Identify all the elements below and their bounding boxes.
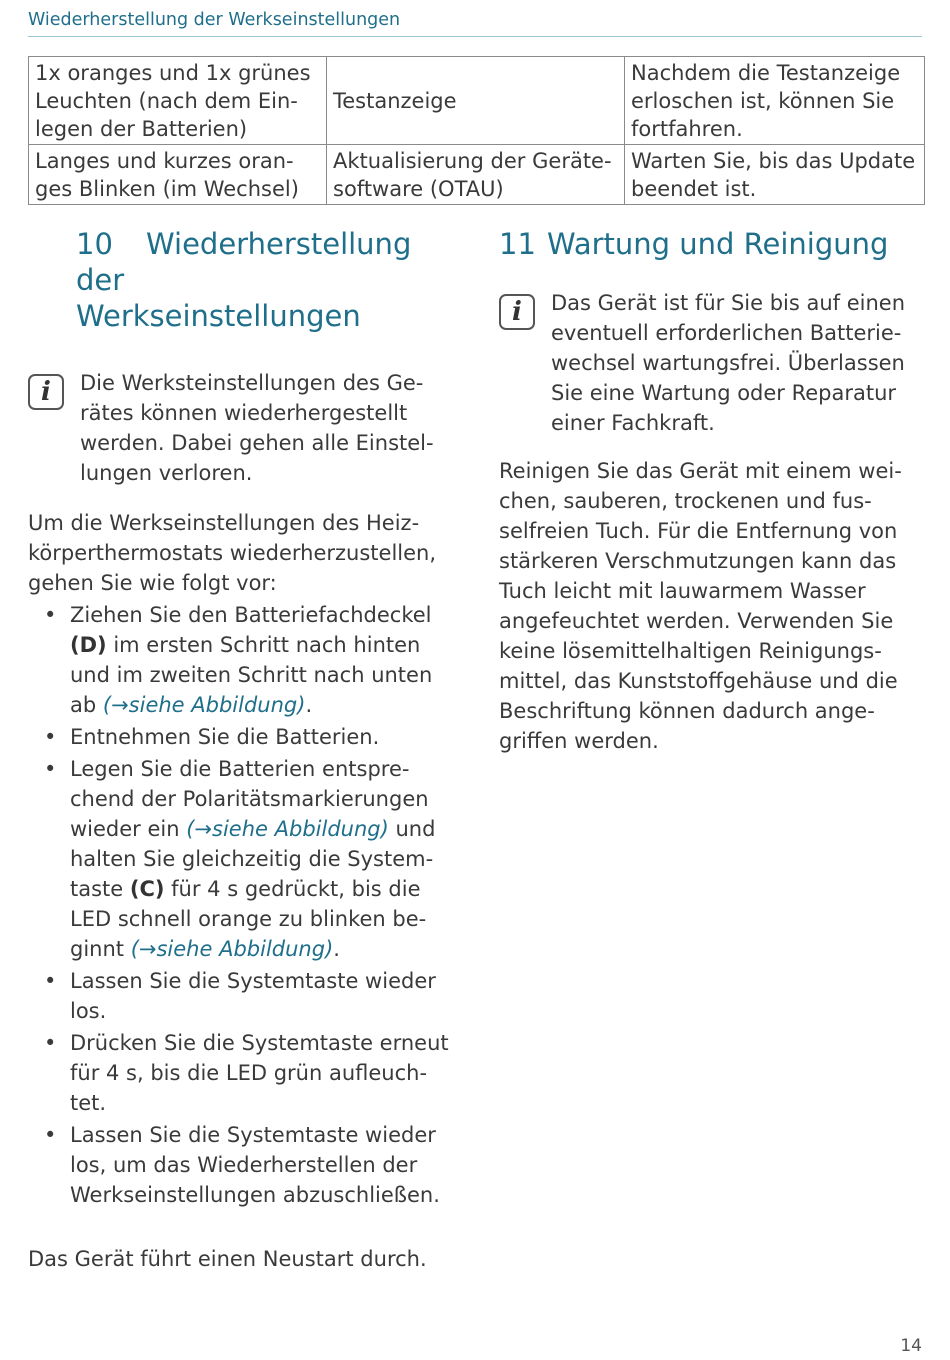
list-item: • Lassen Sie die Systemtaste wieder los. bbox=[28, 966, 453, 1026]
section-title-line: Wiederherstellung der bbox=[76, 227, 412, 297]
section-10-heading bbox=[28, 226, 453, 334]
table-cell-meaning: Aktualisierung der Geräte- software (OTAU) bbox=[327, 145, 625, 205]
cleaning-paragraph: Reinigen Sie das Gerät mit einem wei- chen, sauberen, trockenen und fus- selfreien Tuch. Für die Entfernung von stärkeren Verschmutzungen kann das Tuch leicht mit lauwarmem Wasser angefeuchtet werden. Verwenden Sie keine lösemittelhaltigen Reinigungs- mittel, das Kunststoffgehäuse und die Beschriftung können dadurch ange- griffen werden. bbox=[499, 459, 902, 753]
table-cell-signal: 1x oranges und 1x grünes Leuchten (nach dem Ein- legen der Batterien) bbox=[29, 57, 327, 145]
info-icon: i bbox=[28, 374, 64, 410]
section-10 bbox=[28, 226, 453, 1274]
key-label: (D) bbox=[70, 633, 107, 657]
table-cell-action: Nachdem die Testanzeige erloschen ist, können Sie fortfahren. bbox=[625, 57, 925, 145]
list-item: • Legen Sie die Batterien entspre- chend der Polaritätsmarkierungen wieder ein (→siehe Abbildung) und halten Sie gleichzeitig die System- taste (C) für 4 s gedrückt, bis die LED schnell orange zu blinken be- ginnt (→siehe Abbildung). bbox=[28, 754, 453, 964]
list-item: • Drücken Sie die Systemtaste erneut für 4 s, bis die LED grün aufleuch- tet. bbox=[28, 1028, 453, 1118]
table-row bbox=[29, 145, 925, 205]
section-title: Wartung und Reinigung bbox=[547, 227, 889, 261]
info-text: Das Gerät ist für Sie bis auf einen eventuell erforderlichen Batterie- wechsel wartungsfrei. Überlassen Sie eine Wartung oder Reparatur einer Fachkraft. bbox=[551, 291, 906, 435]
list-item: • Entnehmen Sie die Batterien. bbox=[28, 722, 453, 752]
section-number: 10 bbox=[76, 227, 113, 261]
section-title-line: Werkseinstellungen bbox=[76, 299, 361, 333]
info-note bbox=[499, 288, 924, 438]
table-row bbox=[29, 57, 925, 145]
page-number: 14 bbox=[900, 1336, 922, 1356]
section-11 bbox=[499, 226, 924, 756]
table-cell-signal: Langes und kurzes oran- ges Blinken (im Wechsel) bbox=[29, 145, 327, 205]
table-cell-action: Warten Sie, bis das Update beendet ist. bbox=[625, 145, 925, 205]
table-cell-meaning: Testanzeige bbox=[327, 57, 625, 145]
figure-reference-link[interactable]: (→siehe Abbildung) bbox=[102, 693, 306, 717]
figure-reference-link[interactable]: (→siehe Abbildung) bbox=[130, 937, 334, 961]
outro-paragraph: Das Gerät führt einen Neustart durch. bbox=[28, 1247, 427, 1271]
info-note bbox=[28, 368, 453, 488]
key-label: (C) bbox=[129, 877, 165, 901]
led-status-table bbox=[28, 56, 925, 205]
section-11-heading bbox=[499, 226, 924, 262]
section-number: 11 bbox=[499, 227, 536, 261]
intro-paragraph: Um die Werkseinstellungen des Heiz- körperthermostats wiederherzustellen, gehen Sie wie folgt vor: bbox=[28, 511, 437, 595]
info-text: Die Werksteinstellungen des Ge- rätes können wiederhergestellt werden. Dabei gehen alle Einstel- lungen verloren. bbox=[80, 371, 434, 485]
running-header: Wiederherstellung der Werkseinstellungen bbox=[28, 10, 922, 37]
list-item: • Lassen Sie die Systemtaste wieder los, um das Wiederherstellen der Werkseinstellungen abzuschließen. bbox=[28, 1120, 453, 1210]
list-item: • Ziehen Sie den Batteriefachdeckel (D) im ersten Schritt nach hinten und im zweiten Schritt nach unten ab (→siehe Abbildung). bbox=[28, 600, 453, 720]
steps-list bbox=[28, 600, 453, 1210]
figure-reference-link[interactable]: (→siehe Abbildung) bbox=[186, 817, 389, 841]
info-icon: i bbox=[499, 294, 535, 330]
